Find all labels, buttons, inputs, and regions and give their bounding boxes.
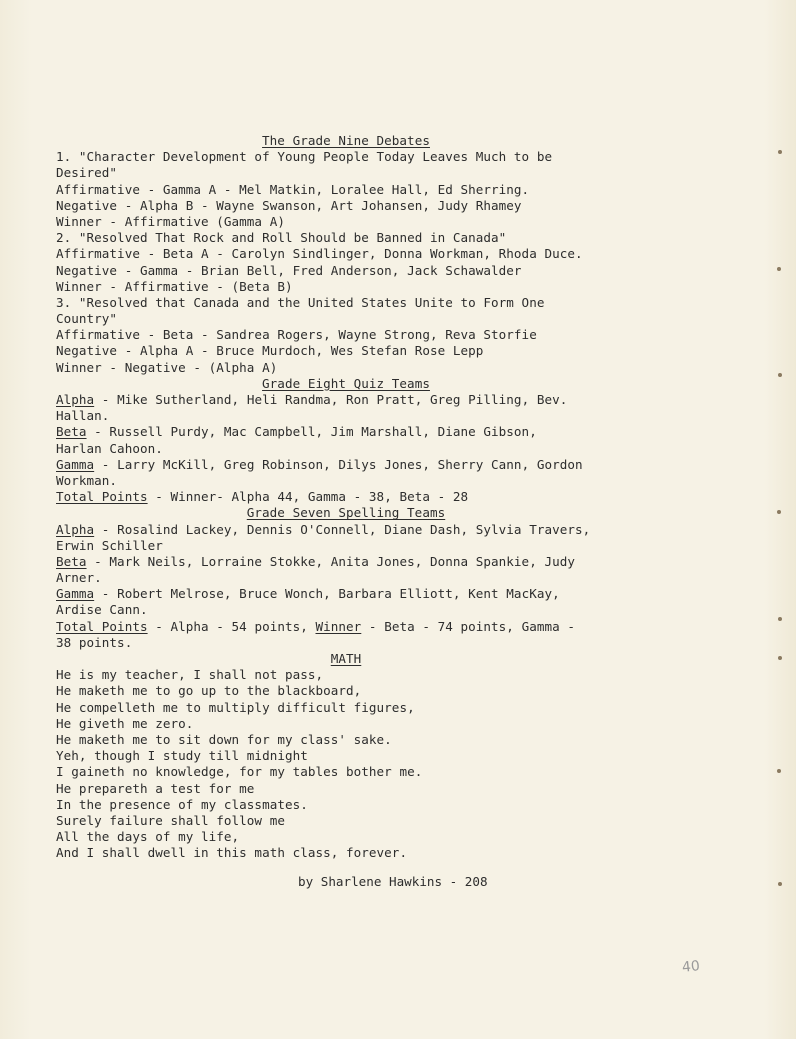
poem-line: Surely failure shall follow me — [56, 812, 285, 828]
poem-byline: by Sharlene Hawkins - 208 — [298, 874, 488, 889]
poem-line: He maketh me to go up to the blackboard, — [56, 683, 362, 699]
quiz-alpha-line: Alpha - Mike Sutherland, Heli Randma, Ron Pratt, Greg Pilling, Bev. — [56, 392, 568, 407]
spelling-alpha-line: Alpha - Rosalind Lackey, Dennis O'Connell, Diane Dash, Sylvia Travers, — [56, 521, 591, 537]
poem-line: He prepareth a test for me — [56, 780, 255, 796]
poem-line: He giveth me zero. — [56, 715, 194, 731]
debate-line: Negative - Gamma - Brian Bell, Fred Anderson, Jack Schawalder — [56, 262, 522, 278]
paper-speck — [778, 373, 782, 377]
debates-list — [56, 149, 636, 376]
poem-line: I gaineth no knowledge, for my tables bother me. — [56, 764, 423, 780]
debate-line: Winner - Negative - (Alpha A) — [56, 359, 278, 375]
debate-line: Country" — [56, 311, 118, 327]
spelling-gamma-line: Gamma - Robert Melrose, Bruce Wonch, Barbara Elliott, Kent MacKay, — [56, 586, 560, 602]
poem-line: And I shall dwell in this math class, forever. — [56, 845, 408, 861]
section-title-spelling: Grade Seven Spelling Teams — [246, 505, 446, 521]
poem-line: He compelleth me to multiply difficult figures, — [56, 699, 415, 715]
typed-text — [56, 133, 636, 861]
debate-line: Winner - Affirmative (Gamma A) — [56, 213, 285, 229]
quiz-gamma-line: Gamma - Larry McKill, Greg Robinson, Dilys Jones, Sherry Cann, Gordon — [56, 456, 583, 472]
debate-line: Desired" — [56, 165, 118, 181]
quiz-gamma-line-cont: Workman. — [56, 472, 118, 488]
spelling-total-line: Total Points - Alpha - 54 points, Winner - Beta - 74 points, Gamma - — [56, 618, 575, 634]
poem-line: He maketh me to sit down for my class' sake. — [56, 731, 392, 747]
paper-speck — [778, 882, 782, 886]
spelling-beta-line-cont: Arner. — [56, 570, 102, 586]
poem — [56, 667, 636, 861]
debate-line: Affirmative - Beta A - Carolyn Sindlinger, Donna Workman, Rhoda Duce. — [56, 246, 583, 262]
debate-line: Winner - Affirmative - (Beta B) — [56, 278, 293, 294]
spelling-beta-line: Beta - Mark Neils, Lorraine Stokke, Anita Jones, Donna Spankie, Judy — [56, 553, 575, 569]
quiz-total-line: Total Points - Winner- Alpha 44, Gamma - 38, Beta - 28 — [56, 489, 469, 505]
debate-line: 3. "Resolved that Canada and the United States Unite to Form One — [56, 294, 545, 310]
spelling-alpha-line-cont: Erwin Schiller — [56, 537, 163, 553]
debate-line: Affirmative - Gamma A - Mel Matkin, Loralee Hall, Ed Sherring. — [56, 181, 530, 197]
spelling-gamma-line-cont: Ardise Cann. — [56, 602, 148, 618]
quiz-beta-line: Beta - Russell Purdy, Mac Campbell, Jim Marshall, Diane Gibson, — [56, 424, 537, 440]
debate-line: 1. "Character Development of Young People Today Leaves Much to be — [56, 149, 553, 165]
spelling-total-line-cont: 38 points. — [56, 634, 133, 650]
quiz-beta-line-cont: Harlan Cahoon. — [56, 440, 163, 456]
section-title-quiz: Grade Eight Quiz Teams — [262, 375, 430, 391]
paper-speck — [777, 769, 781, 773]
paper-speck — [778, 150, 782, 154]
section-title-debates: The Grade Nine Debates — [262, 133, 430, 148]
handwritten-page-number: 40 — [681, 958, 701, 976]
debate-line: 2. "Resolved That Rock and Roll Should be Banned in Canada" — [56, 230, 507, 246]
quiz-alpha-line-cont: Hallan. — [56, 408, 110, 424]
section-title-math: MATH — [330, 651, 362, 666]
paper-speck — [778, 617, 782, 621]
poem-line: All the days of my life, — [56, 829, 240, 845]
poem-line: Yeh, though I study till midnight — [56, 748, 308, 764]
poem-line: He is my teacher, I shall not pass, — [56, 667, 324, 683]
debate-line: Affirmative - Beta - Sandrea Rogers, Wayne Strong, Reva Storfie — [56, 327, 537, 343]
paper-speck — [777, 267, 781, 271]
poem-line: In the presence of my classmates. — [56, 796, 308, 812]
debate-line: Negative - Alpha A - Bruce Murdoch, Wes Stefan Rose Lepp — [56, 343, 484, 359]
paper-speck — [777, 510, 781, 514]
debate-line: Negative - Alpha B - Wayne Swanson, Art Johansen, Judy Rhamey — [56, 197, 522, 213]
paper-speck — [778, 656, 782, 660]
